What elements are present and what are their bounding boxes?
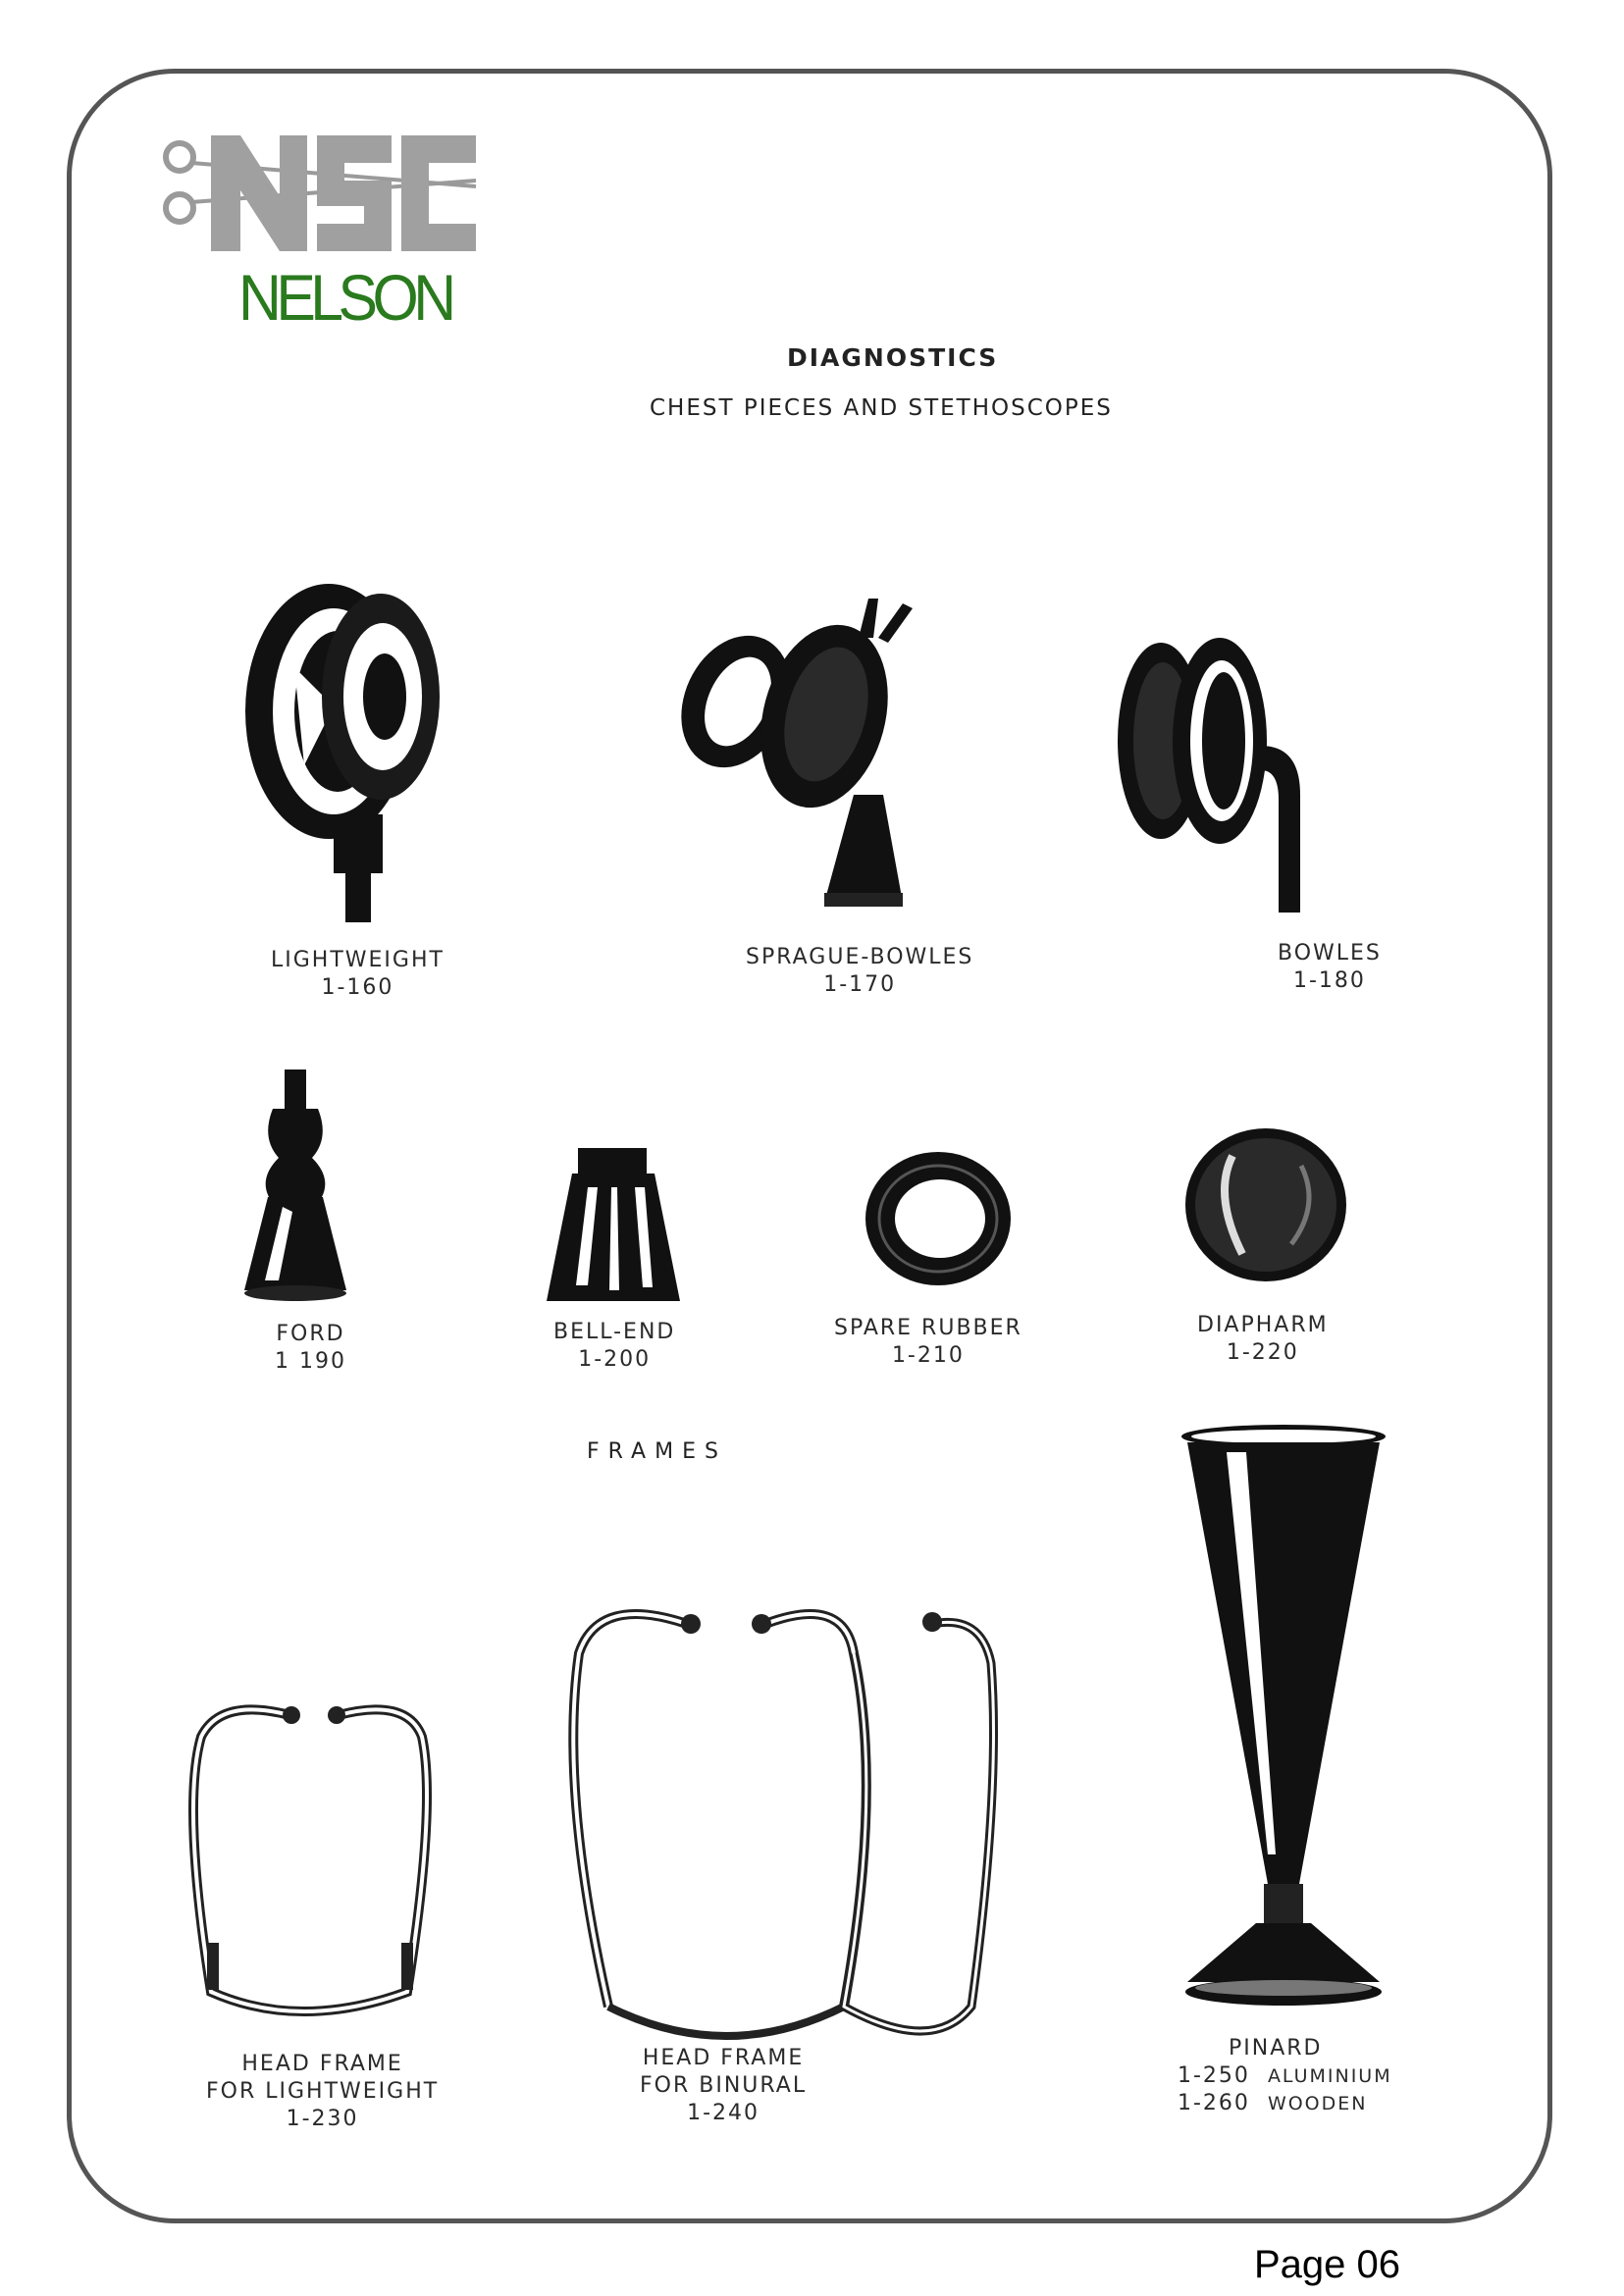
- pinard-stethoscope-illustration: [1178, 1423, 1393, 2011]
- pinard-name: PINARD: [1229, 2036, 1323, 2061]
- pinard-variant-wooden: 1-260 WOODEN: [1178, 2091, 1368, 2115]
- nsc-nelson-logo: [152, 128, 486, 334]
- product-caption-sprague-bowles: SPRAGUE-BOWLES 1-170: [746, 945, 974, 997]
- product-caption-diapharm: DIAPHARM 1-220: [1197, 1313, 1329, 1365]
- diapharm-illustration: [1183, 1126, 1350, 1283]
- nelson-wordmark: NELSON: [238, 261, 451, 334]
- head-frame-lightweight-illustration: [182, 1697, 456, 2021]
- product-caption-lightweight: LIGHTWEIGHT 1-160: [271, 948, 445, 1000]
- pinard-variant-aluminium: 1-250 ALUMINIUM: [1178, 2063, 1392, 2088]
- bell-end-illustration: [545, 1148, 682, 1305]
- nsc-scissors-mark: [152, 128, 486, 255]
- product-caption-bell-end: BELL-END 1-200: [553, 1320, 676, 1372]
- frame-caption-binural: HEAD FRAME FOR BINURAL 1-240: [640, 2046, 808, 2125]
- product-caption-bowles: BOWLES 1-180: [1278, 941, 1382, 993]
- bowles-chestpiece-illustration: [1114, 628, 1359, 913]
- product-caption-spare-rubber: SPARE RUBBER 1-210: [834, 1316, 1022, 1368]
- frames-heading: FRAMES: [587, 1439, 727, 1464]
- product-caption-ford: FORD 1 190: [275, 1322, 346, 1374]
- sprague-bowles-chestpiece-illustration: [677, 599, 971, 922]
- frame-caption-lightweight: HEAD FRAME FOR LIGHTWEIGHT 1-230: [206, 2052, 440, 2131]
- lightweight-chestpiece-illustration: [236, 549, 491, 922]
- page-subheading: CHEST PIECES AND STETHOSCOPES: [650, 395, 1113, 421]
- ford-chestpiece-illustration: [243, 1070, 351, 1305]
- page-number: Page 06: [1254, 2243, 1401, 2286]
- pinard-caption: [1178, 2035, 1392, 2117]
- page-heading: DIAGNOSTICS: [787, 343, 999, 372]
- head-frame-binural-illustration: [559, 1594, 1021, 2026]
- spare-rubber-illustration: [862, 1148, 1019, 1295]
